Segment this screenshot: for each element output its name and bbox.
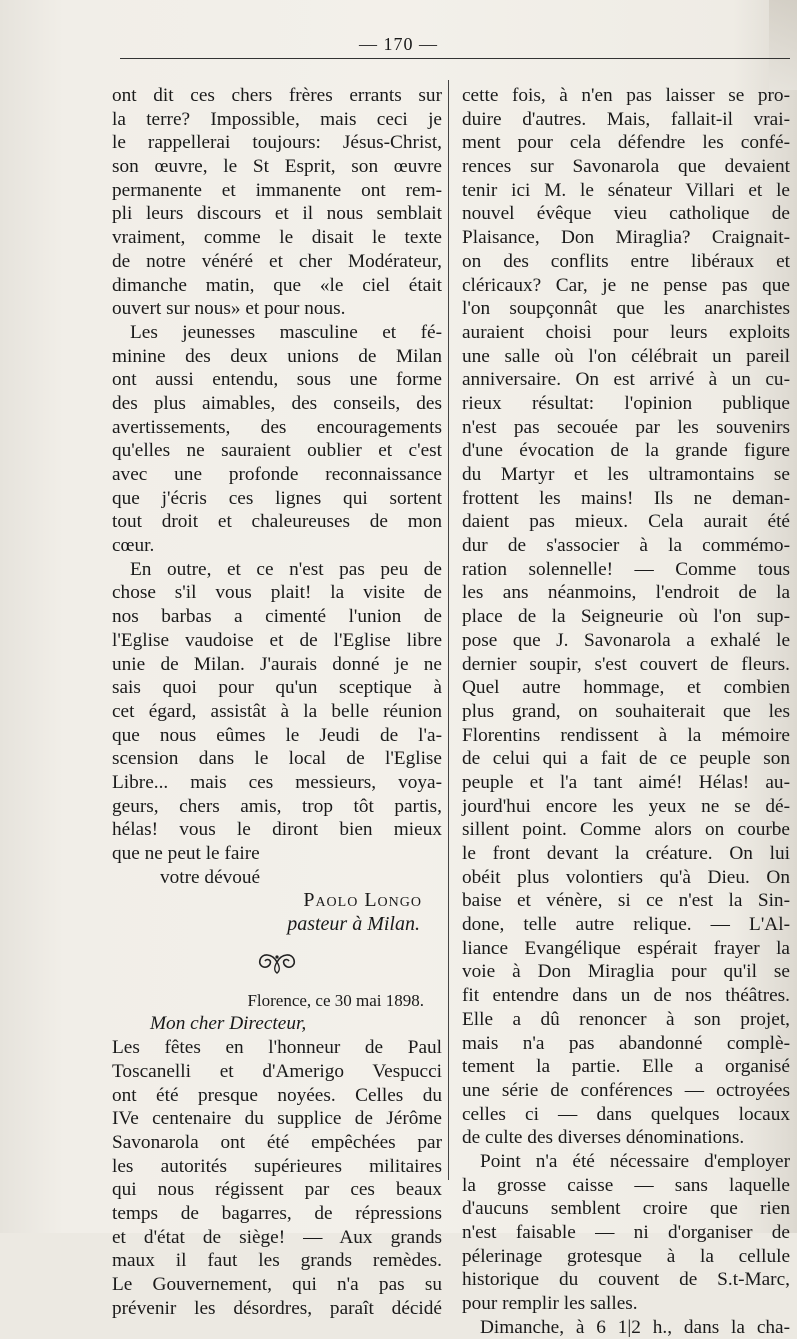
text-line: dur de s'associer à la commémo- <box>462 535 790 557</box>
text-line: tenir ici M. le sénateur Villari et le <box>462 179 790 201</box>
text-line: ouvert sur nous» et pour nous. <box>112 298 346 320</box>
text-line: Savonarola ont été empêchées par <box>112 1131 442 1153</box>
text-line: liance Evangélique espérait frayer la <box>462 937 790 959</box>
text-line: cet égard, assistât à la belle réunion <box>112 700 442 722</box>
text-line: une salle où l'on célébrait un pareil <box>462 345 790 367</box>
text-line: la terre? Impossible, mais ceci je <box>112 108 442 130</box>
paragraph <box>112 84 442 321</box>
paragraph <box>112 321 442 558</box>
paragraph <box>112 558 442 866</box>
text-line: Toscanelli et d'Amerigo Vespucci <box>112 1060 442 1082</box>
text-line: que ne peut le faire <box>112 843 260 864</box>
letter-salutation: Mon cher Directeur, <box>150 1013 307 1035</box>
text-line: avertissements, des encouragements <box>112 416 442 438</box>
text-line: l'on soupçonnât que les anarchistes <box>462 298 790 320</box>
text-line: prévenir les désordres, paraît décidé <box>112 1297 442 1319</box>
text-line: Le Gouvernement, qui n'a pas su <box>112 1274 442 1295</box>
text-line: Quel autre hommage, et combien <box>462 677 790 699</box>
text-line: rences sur Savonarola que devaient <box>462 156 790 178</box>
text-line: Plaisance, Don Miraglia? Craignait- <box>462 227 790 249</box>
text-line: Libre... mais ces messieurs, voya- <box>112 771 442 793</box>
text-line: celles ci — dans quelques locaux <box>462 1103 790 1125</box>
text-line: permanente et immanente ont rem- <box>112 179 442 201</box>
paragraph <box>462 1316 790 1339</box>
text-line: cette fois, à n'en pas laisser se pro- <box>462 85 790 106</box>
text-line: chose s'il vous plait! la visite de <box>112 582 442 604</box>
text-line: pose que J. Savonarola a exhalé le <box>462 629 790 651</box>
signature-title: pasteur à Milan. <box>287 913 420 936</box>
text-line: vraiment, comme le disait le texte <box>112 227 442 249</box>
text-line: Point n'a été nécessaire d'employer <box>480 1150 790 1172</box>
text-line: qu'elles ne sauraient oublier et c'est <box>112 440 442 462</box>
paragraph <box>112 1036 442 1320</box>
page-number: — 170 — <box>359 34 438 54</box>
text-line: sillent point. Comme alors on courbe <box>462 819 790 841</box>
text-line: plus grand, on souhaiterait que les <box>462 700 790 722</box>
text-line: IVe centenaire du supplice de Jérôme <box>112 1108 442 1130</box>
text-line: historique du couvent de S.t-Marc, <box>462 1269 790 1291</box>
text-line: hélas! vous le diront bien mieux <box>112 819 442 841</box>
letter-dateline: Florence, ce 30 mai 1898. <box>247 990 424 1010</box>
text-line: baise et vénère, si ce n'est la Sin- <box>462 890 790 912</box>
text-line: on des conflits entre libéraux et <box>462 250 790 272</box>
text-line: pélerinage grotesque à la cellule <box>462 1245 790 1267</box>
text-line: une série de conférences — octroyées <box>462 1079 790 1101</box>
signature-name: Paolo Longo <box>303 889 422 912</box>
text-line: daient pas mieux. Cela aurait été <box>462 511 790 533</box>
text-line: minine des deux unions de Milan <box>112 345 442 367</box>
text-line: ment pour cela défendre les confé- <box>462 132 790 154</box>
text-line: place de la Seigneurie où l'on sup- <box>462 606 790 628</box>
text-line: le rappellerai toujours: Jésus-Christ, <box>112 132 442 154</box>
column-divider <box>448 80 449 1180</box>
text-line: cléricaux? Car, je ne pense pas que <box>462 274 790 296</box>
text-line: maux il faut les grands remèdes. <box>112 1250 442 1272</box>
text-line: auraient choisi pour leurs exploits <box>462 321 790 343</box>
text-line: pli leurs discours et il nous semblait <box>112 203 442 225</box>
text-line: ont dit ces chers frères errants sur <box>112 85 442 106</box>
text-line: la grosse caisse — sans laquelle <box>462 1174 790 1196</box>
flourish-ornament-icon <box>254 949 300 975</box>
text-line: nouvel évêque vieu catholique de <box>462 203 790 225</box>
text-line: Dimanche, à 6 1|2 h., dans la cha- <box>480 1316 790 1338</box>
text-line: done, telle autre relique. — L'Al- <box>462 914 790 936</box>
text-line: Elle a dû renoncer à son projet, <box>462 1008 790 1030</box>
text-line: n'est pas secouée par les souvenirs <box>462 416 790 438</box>
text-line: fit entendre dans un de nos théâtres. <box>462 985 790 1007</box>
text-line: des plus aimables, des conseils, des <box>112 392 442 414</box>
text-line: qui nous régissent par ces beaux <box>112 1179 442 1201</box>
text-line: peuple et l'a tant aimé! Hélas! au- <box>462 771 790 793</box>
text-line: son œuvre, le St Esprit, son œuvre <box>112 156 442 178</box>
text-line: de celui qui a fait de ce peuple son <box>462 748 790 770</box>
text-line: n'est faisable — ni d'organiser de <box>462 1222 790 1243</box>
text-line: le front devant la créature. On lui <box>462 843 790 864</box>
text-line: mais n'a pas abandonné complè- <box>462 1032 790 1054</box>
text-line: Les jeunesses masculine et fé- <box>130 321 442 343</box>
text-line: de notre vénéré et cher Modérateur, <box>112 250 442 272</box>
closing-line: votre dévoué <box>160 866 261 888</box>
text-line: dimanche matin, que «le ciel était <box>112 274 442 296</box>
text-line: du Martyr et les ultramontains se <box>462 464 790 485</box>
text-line: ont aussi entendu, sous une forme <box>112 369 442 391</box>
text-line: avec une profonde reconnaissance <box>112 464 442 485</box>
text-line: les ans néanmoins, l'endroit de la <box>462 582 790 604</box>
text-line: temps de bagarres, de répressions <box>112 1202 442 1224</box>
section-ornament <box>112 937 442 989</box>
text-line: En outre, et ce n'est pas peu de <box>130 558 442 580</box>
text-line: d'une évocation de la grande figure <box>462 440 790 462</box>
text-line: ration solennelle! — Comme tous <box>462 558 790 580</box>
text-line: d'aucuns semblent croire que rien <box>462 1198 790 1220</box>
text-line: voie à Don Miraglia pour qu'il se <box>462 961 790 983</box>
text-line: que nous eûmes le Jeudi de l'a- <box>112 724 442 746</box>
text-line: duire d'autres. Mais, fallait-il vrai- <box>462 108 790 130</box>
text-line: jourd'hui encore les yeux ne se dé- <box>462 795 790 817</box>
text-line: Les fêtes en l'honneur de Paul <box>112 1037 442 1059</box>
text-line: rieux résultat: l'opinion publique <box>462 392 790 414</box>
text-line: de culte des diverses dénominations. <box>462 1127 745 1149</box>
text-line: tout droit et chaleureuses de mon <box>112 511 442 533</box>
text-line: pour remplir les salles. <box>462 1293 638 1315</box>
header-rule <box>120 58 790 59</box>
text-line: que j'écris ces lignes qui sortent <box>112 487 442 509</box>
right-column <box>462 84 790 1339</box>
text-line: frottent les mains! Ils ne deman- <box>462 487 790 509</box>
text-line: cœur. <box>112 535 155 557</box>
text-line: unie de Milan. J'aurais donné je ne <box>112 653 442 675</box>
left-column <box>112 84 442 1320</box>
text-line: l'Eglise vaudoise et de l'Eglise libre <box>112 629 442 651</box>
text-line: ont été presque noyées. Celles du <box>112 1084 442 1106</box>
text-line: sais quoi pour qu'un sceptique à <box>112 677 442 699</box>
text-line: les autorités supérieures militaires <box>112 1155 442 1177</box>
text-line: obéit plus volontiers qu'à Dieu. On <box>462 866 790 888</box>
text-line: geurs, chers amis, trop tôt partis, <box>112 795 442 817</box>
text-line: dernier soupir, s'est couvert de fleurs. <box>462 653 790 675</box>
text-line: tement la partie. Elle a organisé <box>462 1056 790 1078</box>
text-line: et d'état de siège! — Aux grands <box>112 1226 442 1248</box>
text-line: nos barbas a cimenté l'union de <box>112 606 442 628</box>
text-line: Florentins rendissent à la mémoire <box>462 724 790 746</box>
text-line: scension dans le local de l'Eglise <box>112 748 442 770</box>
paragraph <box>462 84 790 1150</box>
text-line: anniversaire. On est arrivé à un cu- <box>462 369 790 391</box>
